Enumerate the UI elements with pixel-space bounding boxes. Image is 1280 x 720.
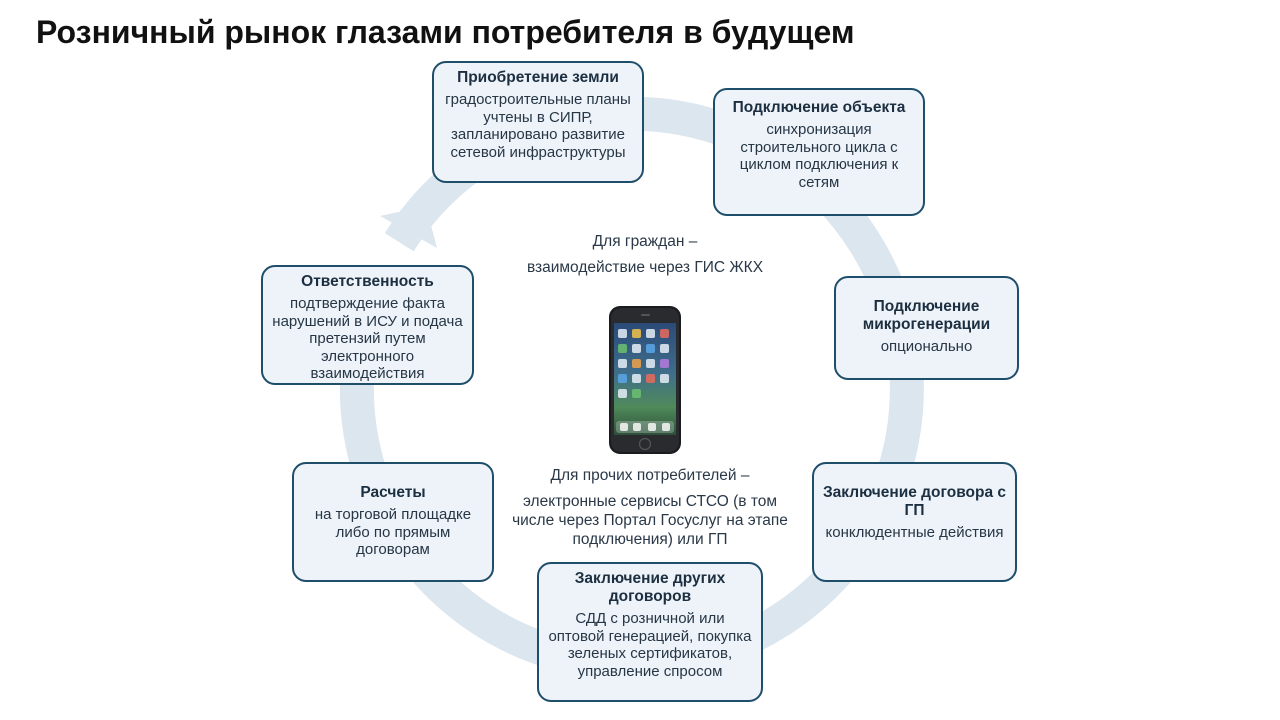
box-text: СДД с розничной или оптовой генерацией, покупка зеленых сертификатов, управление спросом (548, 610, 752, 680)
box-text: градостроительные планы учтены в СИПР, запланировано развитие сетевой инфраструктуры (445, 91, 631, 161)
box-text: опционально (880, 338, 973, 355)
box-title: Заключение договора с ГП (822, 484, 1007, 519)
box-text: на торговой площадке либо по прямым договорам (314, 506, 472, 558)
citizens-line-2: взаимодействие через ГИС ЖКХ (526, 259, 764, 276)
others-caption (505, 466, 795, 549)
others-line-1: Для прочих потребителей – (550, 467, 750, 484)
box-title: Подключение микрогенерации (862, 298, 991, 333)
box-title: Расчеты (360, 484, 426, 501)
citizens-caption (505, 232, 785, 278)
box-text: подтверждение факта нарушений в ИСУ и подача претензий путем электронного взаимодействия (272, 295, 463, 382)
box-title: Ответственность (301, 273, 434, 290)
others-line-2: электронные сервисы СТСО (в том числе через Портал Госуслуг на этапе подключения) или ГП (512, 493, 788, 548)
box-payments (292, 462, 494, 582)
page-title: Розничный рынок глазами потребителя в будущем (36, 14, 855, 50)
box-title: Подключение объекта (732, 99, 906, 116)
box-title: Заключение других договоров (574, 570, 726, 605)
box-text: конклюдентные действия (825, 524, 1004, 541)
box-other-contracts (537, 562, 763, 702)
smartphone-icon (608, 305, 682, 455)
box-gp-contract (812, 462, 1017, 582)
box-microgeneration (834, 276, 1019, 380)
box-title: Приобретение земли (457, 69, 619, 86)
citizens-line-1: Для граждан – (592, 233, 698, 250)
box-object-connection (713, 88, 925, 216)
box-text: синхронизация строительного цикла с циклом подключения к сетям (739, 121, 899, 191)
box-land-acquisition (432, 61, 644, 183)
box-responsibility (261, 265, 474, 385)
